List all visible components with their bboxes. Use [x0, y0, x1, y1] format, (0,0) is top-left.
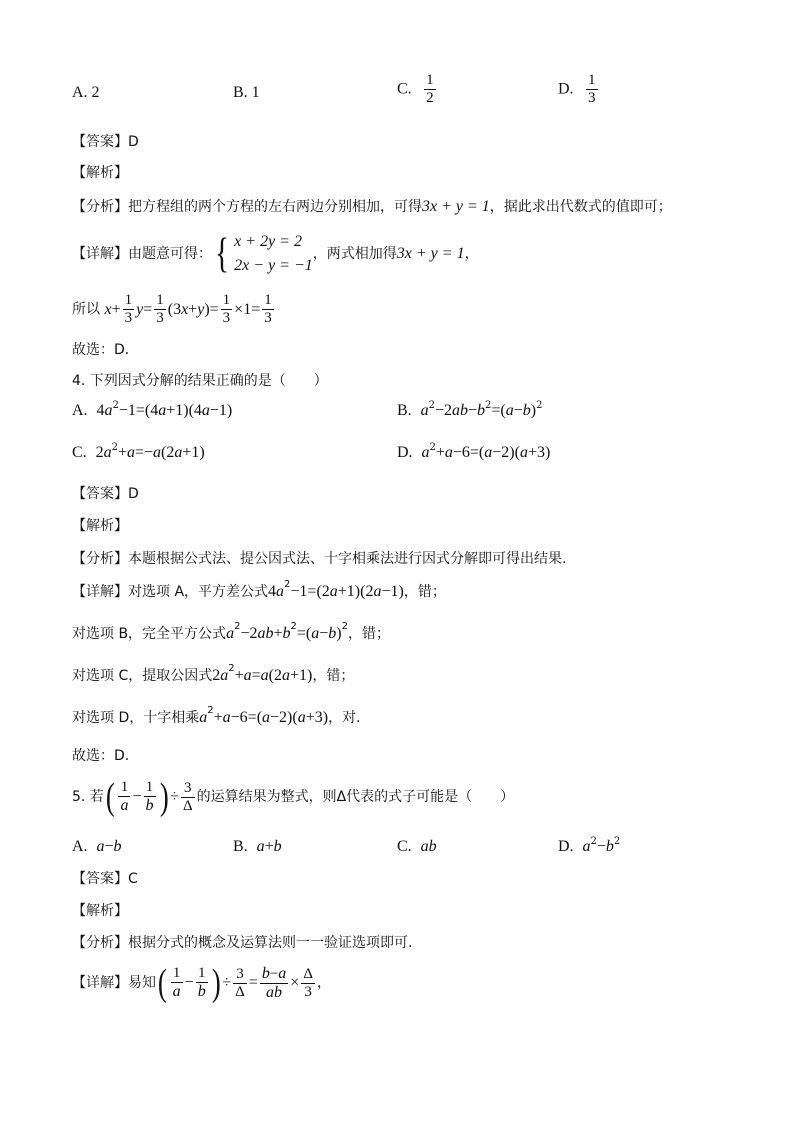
q3-option-d-fraction: $\frac{1}{3}$: [588, 72, 596, 106]
q4-answer: 【答案】D: [72, 486, 139, 502]
q3-analysis-heading: 【解析】: [72, 165, 128, 181]
q3-result-formula: x+ $\frac{1}{3}$ y= $\frac{1}{3}$ (3x+y)= $\frac{1}{3}$ ×1= $\frac{1}{3}$: [104, 292, 272, 326]
q5-stem-prefix: 5. 若: [72, 789, 104, 805]
q5-fenxi: 【分析】根据分式的概念及运算法则一一验证选项即可.: [72, 935, 413, 951]
q3-detail-label: 【详解】由题意可得：: [72, 246, 212, 262]
q4-detail-a-end: ，错；: [403, 584, 446, 600]
q5-option-b: B. a+b: [233, 838, 282, 855]
q4-option-c: C. $2a^2+a=-a(2a+1)$: [72, 442, 205, 461]
equation-system: [234, 230, 313, 278]
q5-option-c-label: C.: [397, 838, 412, 855]
q4-detail-b-text: 对选项 B，完全平方公式: [72, 626, 227, 642]
q4-option-b-label: B.: [397, 402, 412, 419]
q5-analysis-heading: 【解析】: [72, 903, 128, 919]
q5-option-b-label: B.: [233, 838, 248, 855]
q3-option-d: [558, 72, 600, 107]
q4-detail-c-text: 对选项 C，提取公因式: [72, 668, 213, 684]
q4-detail-b: 对选项 B，完全平方公式$a^2-2ab+b^2=(a-b)^2$，错；: [72, 621, 390, 642]
q3-result-label: 所以: [72, 301, 100, 318]
q4-stem: 4. 下列因式分解的结果正确的是（ ）: [72, 373, 328, 389]
q3-choose: 故选：D．: [72, 342, 139, 358]
q5-detail-end: ，: [316, 975, 331, 991]
q5-answer: 【答案】C: [72, 871, 138, 887]
q4-fenxi: 【分析】本题根据公式法、提公因式法、十字相乘法进行因式分解即可得出结果.: [72, 551, 567, 567]
q5-option-d-label: D.: [558, 838, 574, 855]
q3-detail-equation: 3x + y = 1: [396, 245, 465, 262]
q5-option-a-label: A.: [72, 838, 88, 855]
q4-detail-d-text: 对选项 D，十字相乘: [72, 710, 200, 726]
q4-detail-d: 对选项 D，十字相乘$a^2+a-6=(a-2)(a+3)$，对.: [72, 705, 361, 726]
q5-stem: 5. 若( $\frac{1}{a}$ − $\frac{1}{b}$ ) ÷ $\frac{3}{\Delta}$ 的运算结果为整式，则Δ代表的式子可能是（ ）: [72, 776, 515, 818]
q4-option-c-label: C.: [72, 444, 87, 461]
q4-option-b: B. $a^2-2ab-b^2=(a-b)^2$: [397, 400, 543, 419]
q4-detail-c-end: ，错；: [312, 668, 355, 684]
q3-option-a-text: A. 2: [72, 84, 100, 101]
q3-option-b: [233, 84, 260, 102]
q3-option-a: [72, 84, 100, 102]
q3-detail-mid: ，两式相加得: [312, 246, 397, 262]
q3-option-d-label: D.: [558, 80, 574, 98]
q5-detail-label: 【详解】易知: [72, 975, 156, 991]
q4-option-a-label: A.: [72, 402, 88, 419]
q4-detail-a: 【详解】对选项 A，平方差公式$4a^2-1=(2a+1)(2a-1)$，错；: [72, 579, 446, 600]
q5-detail: 【详解】易知( $\frac{1}{a}$ − $\frac{1}{b}$ ) ÷ $\frac{3}{\Delta}$ = $\frac{b-a}{ab}$ × $\frac{\Delta}{3}$ ，: [72, 962, 331, 1004]
q4-detail-d-end: ，对.: [328, 710, 361, 726]
q3-fenxi-equation: 3x + y = 1: [422, 198, 490, 215]
q4-choose: 故选：D.: [72, 748, 130, 764]
q4-option-d-label: D.: [397, 444, 413, 461]
q3-fenxi-tail: ，据此求出代数式的值即可；: [489, 199, 672, 215]
q4-detail-c: 对选项 C，提取公因式$2a^2+a=a(2a+1)$，错；: [72, 663, 355, 684]
q4-detail-a-text: 【详解】对选项 A，平方差公式: [72, 584, 269, 600]
system-line-1: x + 2y = 2: [234, 233, 302, 250]
q4-detail-b-end: ，错；: [347, 626, 390, 642]
q3-detail-end: ，: [464, 246, 479, 262]
q5-stem-suffix: 的运算结果为整式，则Δ代表的式子可能是（ ）: [196, 789, 515, 805]
q5-option-a: A. a−b: [72, 838, 122, 855]
q3-result: [72, 292, 276, 327]
q3-fenxi: [72, 196, 672, 216]
q3-answer: 【答案】D: [72, 134, 139, 150]
system-brace: {: [215, 231, 230, 277]
q3-detail: [72, 230, 479, 278]
q3-option-c-label: C.: [397, 80, 412, 98]
q4-analysis-heading: 【解析】: [72, 518, 128, 534]
q3-fenxi-text: 【分析】把方程组的两个方程的左右两边分别相加，可得: [72, 199, 422, 215]
q3-option-c-fraction: $\frac{1}{2}$: [426, 72, 434, 106]
q4-option-d: D. $a^2+a-6=(a-2)(a+3)$: [397, 442, 551, 461]
q5-option-d: D. $a^2-b^2$: [558, 836, 621, 855]
system-line-2: 2x − y = −1: [234, 257, 313, 274]
q3-option-b-text: B. 1: [233, 84, 260, 101]
q5-option-c: C. ab: [397, 838, 437, 855]
q4-option-a: A. $4a^2-1=(4a+1)(4a-1)$: [72, 400, 233, 419]
q3-option-c: [397, 72, 438, 107]
